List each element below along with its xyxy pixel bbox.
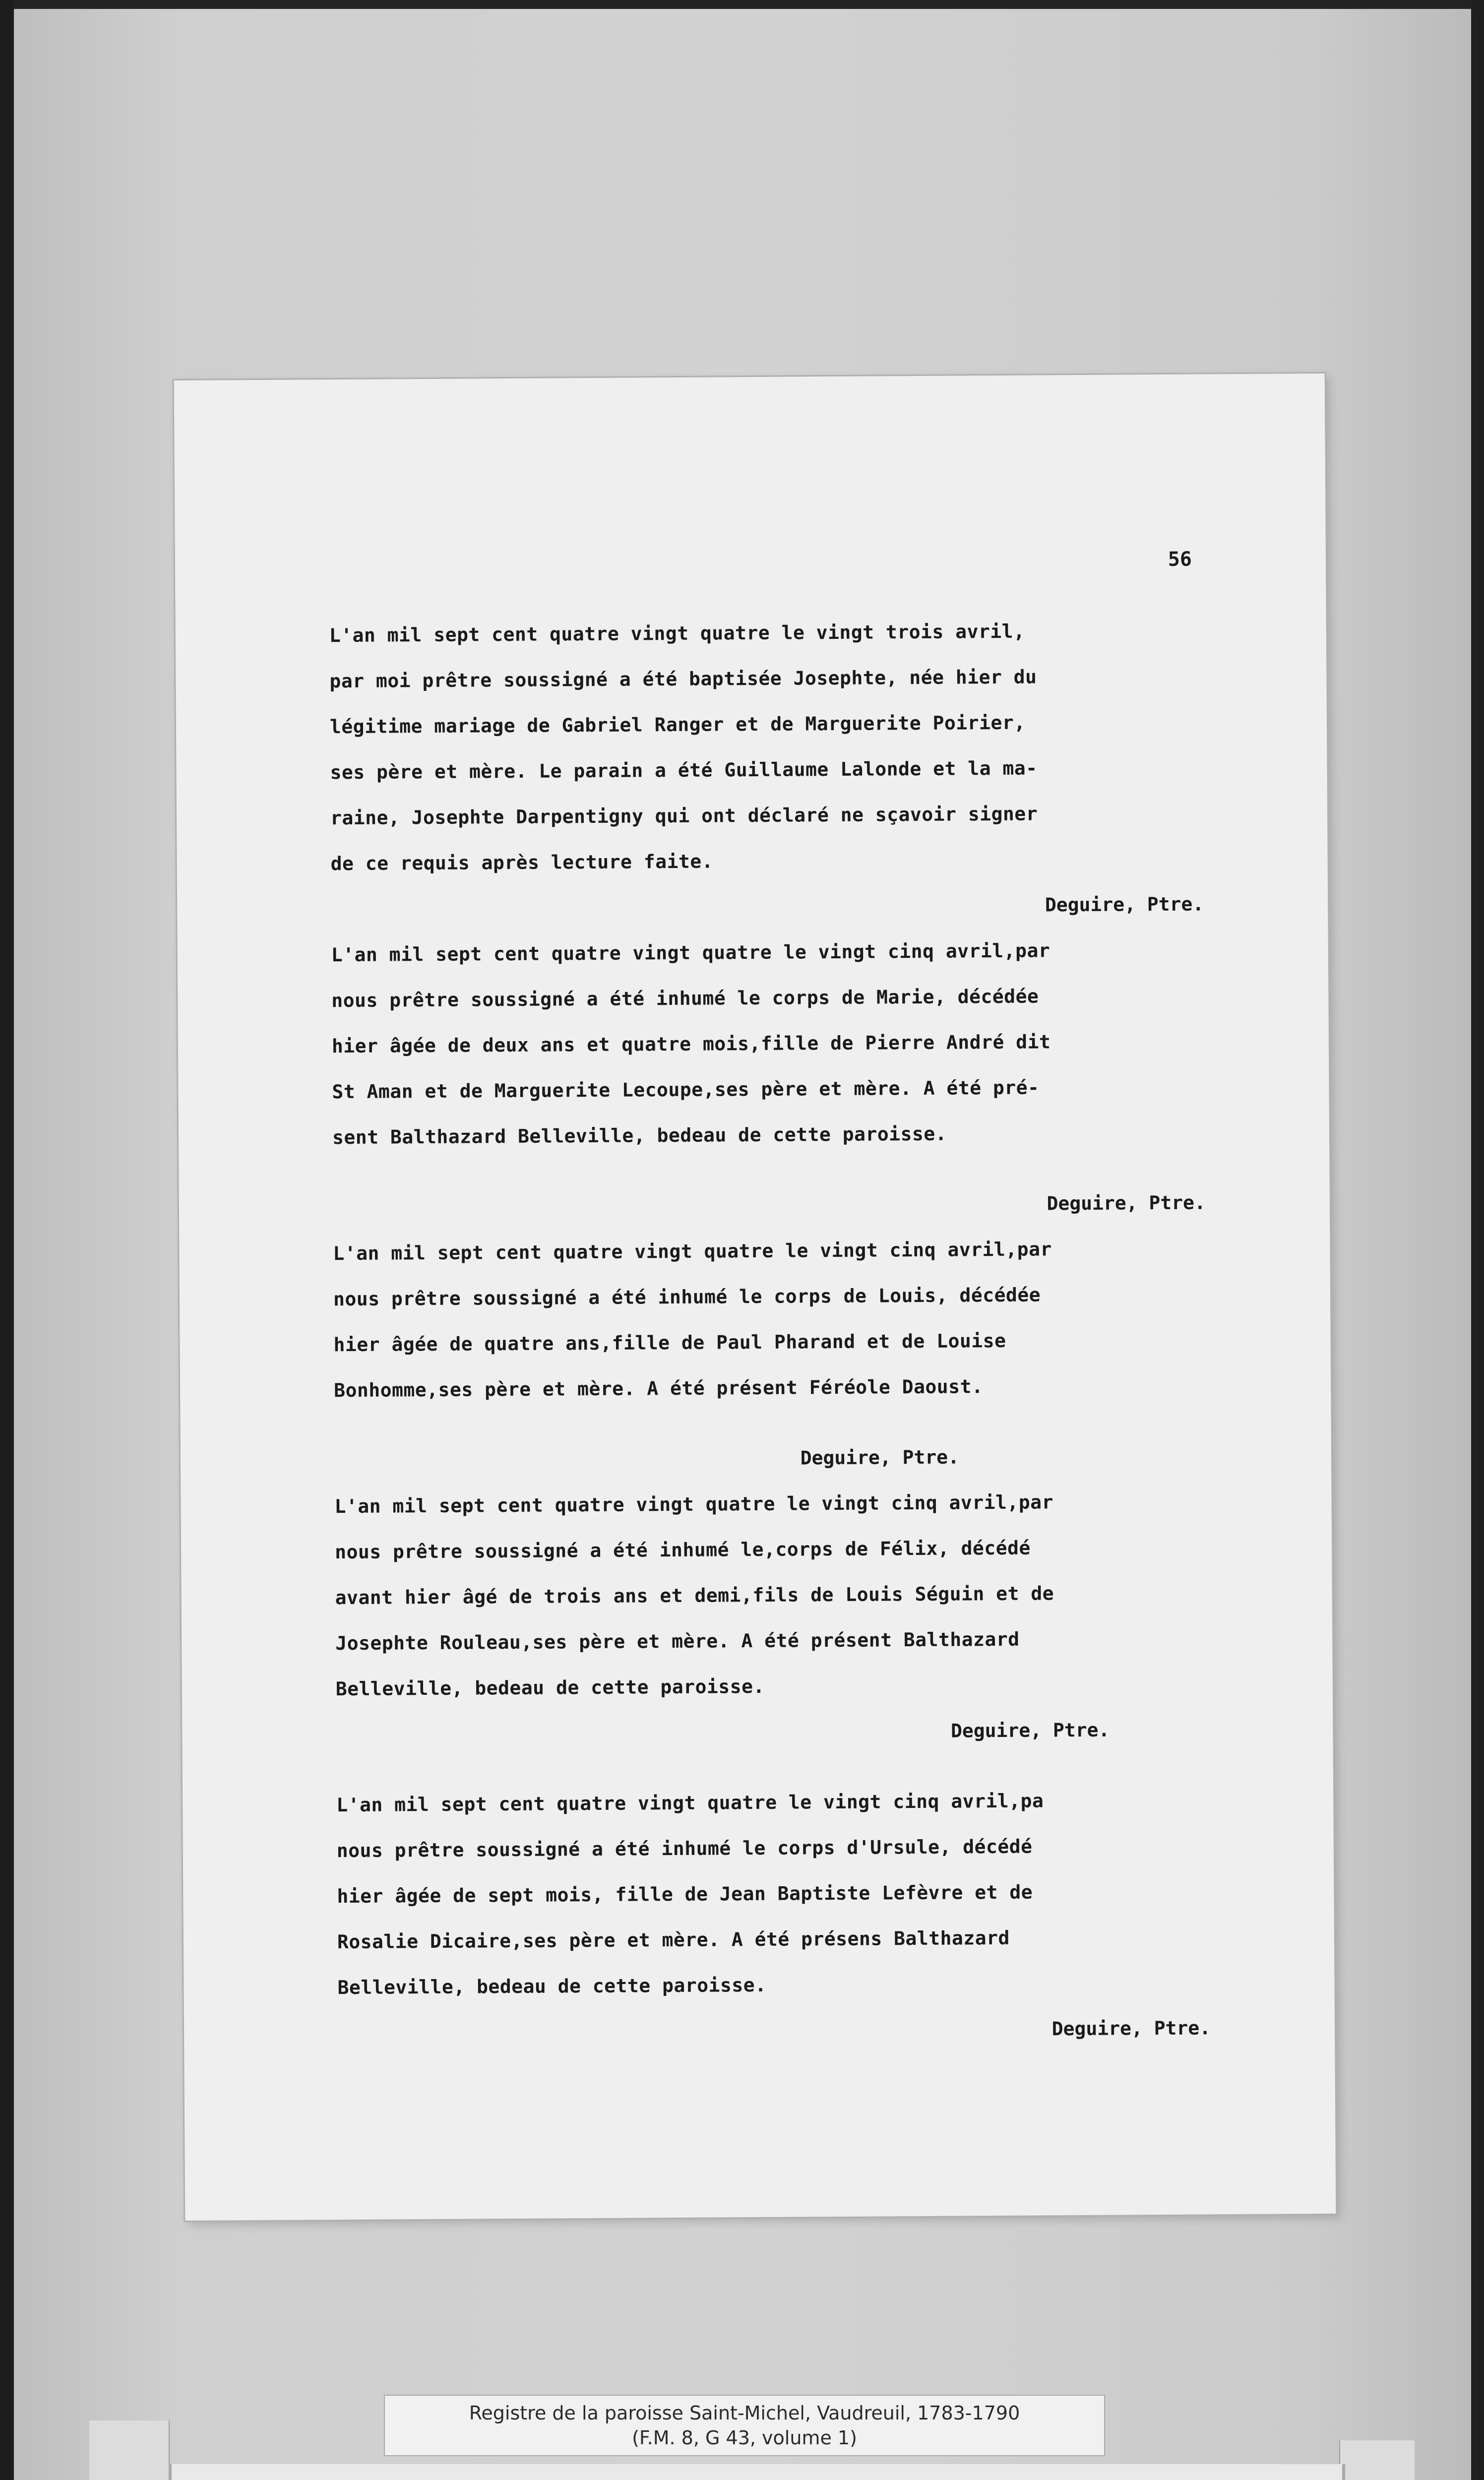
entry-line: raine, Josephte Darpentigny qui ont déclaré ne sçavoir signer xyxy=(330,803,1038,829)
priest-signature: Deguire, Ptre. xyxy=(1047,1191,1206,1215)
entry-line: hier âgée de sept mois, fille de Jean Baptiste Lefèvre et de xyxy=(337,1881,1033,1908)
entry-line: Rosalie Dicaire,ses père et mère. A été présens Balthazard xyxy=(337,1926,1010,1953)
entry-line: L'an mil sept cent quatre vingt quatre le vingt cinq avril,par xyxy=(331,939,1051,966)
register-entry-burial-felix xyxy=(334,1478,1209,1757)
register-text xyxy=(329,607,1211,2056)
entry-line: Josephte Rouleau,ses père et mère. A été présent Balthazard xyxy=(335,1628,1020,1655)
card-holder-left xyxy=(89,2420,170,2480)
entry-line: hier âgée de deux ans et quatre mois,fille de Pierre André dit xyxy=(331,1031,1051,1057)
caption-title: Registre de la paroisse Saint-Michel, Vaudreuil, 1783-1790 xyxy=(469,2402,1020,2424)
entry-line: nous prêtre soussigné a été inhumé le,corps de Félix, décédé xyxy=(334,1537,1031,1563)
card-holder-right xyxy=(1339,2440,1415,2480)
entry-line: nous prêtre soussigné a été inhumé le corps d'Ursule, décédé xyxy=(336,1835,1033,1862)
entry-line: St Aman et de Marguerite Lecoupe,ses père et mère. A été pré- xyxy=(332,1076,1040,1103)
entry-line: L'an mil sept cent quatre vingt quatre le vingt cinq avril,pa xyxy=(336,1790,1044,1816)
register-entry-burial-louis xyxy=(333,1225,1207,1484)
entry-line: avant hier âgé de trois ans et demi,fils de Louis Séguin et de xyxy=(335,1582,1054,1609)
entry-line: hier âgée de quatre ans,fille de Paul Pharand et de Louise xyxy=(333,1329,1006,1356)
register-page xyxy=(174,373,1336,2221)
film-edge-top xyxy=(0,0,1484,9)
archive-caption xyxy=(384,2395,1105,2456)
entry-line: Belleville, bedeau de cette paroisse. xyxy=(335,1675,765,1700)
entry-line: L'an mil sept cent quatre vingt quatre le vingt trois avril, xyxy=(329,620,1025,647)
entry-line: nous prêtre soussigné a été inhumé le corps de Marie, décédée xyxy=(331,985,1039,1012)
entry-line: L'an mil sept cent quatre vingt quatre le vingt cinq avril,par xyxy=(333,1238,1052,1265)
film-edge-right xyxy=(1471,0,1484,2480)
entry-line: Bonhomme,ses père et mère. A été présent Féréole Daoust. xyxy=(333,1375,984,1402)
entry-line: par moi prêtre soussigné a été baptisée Josephte, née hier du xyxy=(329,666,1037,692)
entry-line: légitime mariage de Gabriel Ranger et de Marguerite Poirier, xyxy=(329,711,1026,738)
register-entry-burial-marie xyxy=(331,927,1206,1231)
entry-line: Belleville, bedeau de cette paroisse. xyxy=(337,1974,767,1999)
film-edge-left xyxy=(0,0,14,2480)
entry-line: nous prêtre soussigné a été inhumé le corps de Louis, décédée xyxy=(333,1284,1041,1310)
entry-line: de ce requis après lecture faite. xyxy=(330,850,714,875)
register-entry-burial-ursule xyxy=(336,1752,1211,2056)
archive-card xyxy=(169,2464,1345,2480)
caption-reference: (F.M. 8, G 43, volume 1) xyxy=(632,2427,857,2449)
priest-signature: Deguire, Ptre. xyxy=(1051,2017,1211,2040)
entry-line: sent Balthazard Belleville, bedeau de cette paroisse. xyxy=(332,1122,947,1149)
page-number: 56 xyxy=(1168,548,1192,571)
register-entry-baptism-josephte xyxy=(329,607,1204,932)
priest-signature: Deguire, Ptre. xyxy=(800,1446,960,1469)
priest-signature: Deguire, Ptre. xyxy=(1045,893,1204,916)
entry-line: ses père et mère. Le parain a été Guillaume Lalonde et la ma- xyxy=(330,757,1038,784)
priest-signature: Deguire, Ptre. xyxy=(950,1719,1110,1742)
entry-line: L'an mil sept cent quatre vingt quatre le vingt cinq avril,par xyxy=(334,1491,1054,1518)
